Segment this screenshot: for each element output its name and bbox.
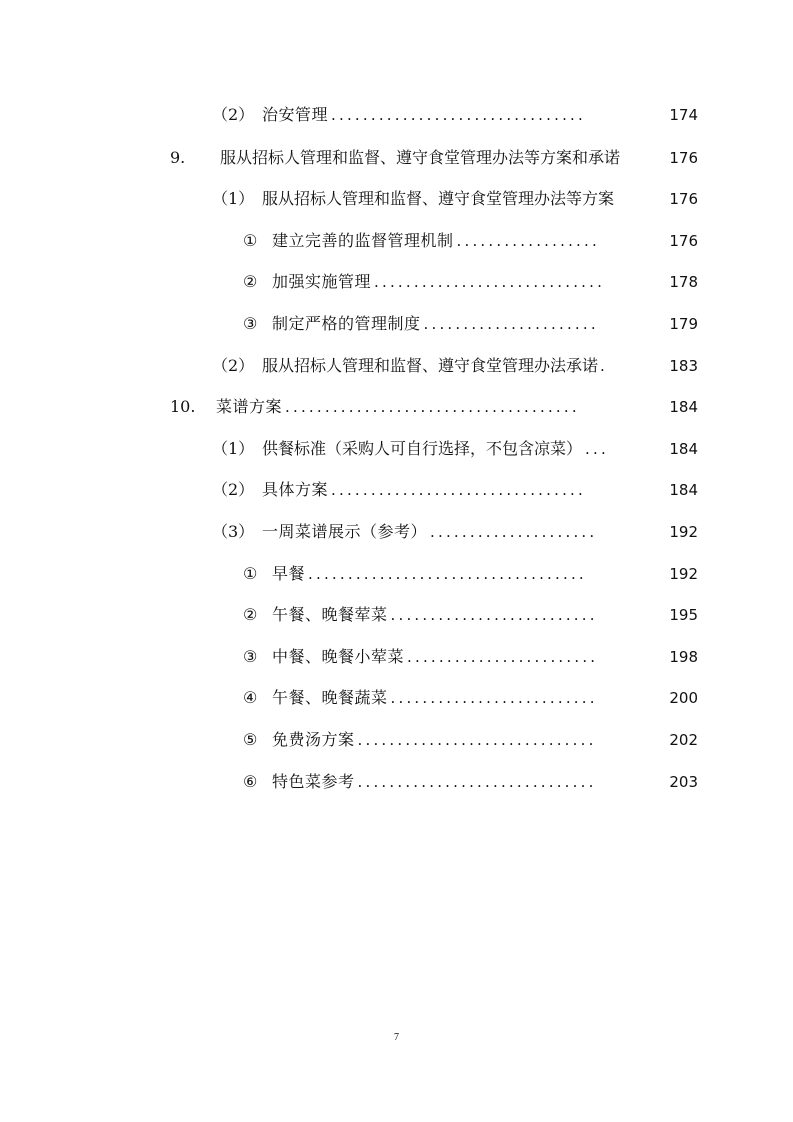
toc-entry: [0, 267, 793, 297]
toc-entry-text: [262, 434, 698, 464]
toc-entry-title: 制定严格的管理制度: [272, 314, 421, 333]
toc-entry-text: [272, 683, 698, 713]
toc-entry: [0, 184, 793, 214]
toc-entry-text: [220, 143, 698, 173]
toc-entry-title: 具体方案: [262, 480, 329, 499]
toc-entry-number: ⑤: [243, 730, 258, 749]
toc-entry-page: 184: [669, 398, 698, 416]
toc-entry: [0, 143, 793, 173]
toc-entry: [0, 642, 793, 672]
toc-entry-page: 198: [669, 648, 698, 666]
toc-entry-title: 免费汤方案: [272, 730, 355, 749]
toc-entry-title: 中餐、晚餐小荤菜: [272, 647, 405, 666]
toc-entry: [0, 517, 793, 547]
toc-entry-number: ②: [243, 605, 258, 624]
toc-entry-number: ③: [243, 314, 258, 333]
toc-entry-leader: ..........................: [390, 689, 598, 707]
toc-entry-text: [272, 642, 698, 672]
toc-entry-text: [272, 725, 698, 755]
toc-entry-text: [272, 267, 698, 297]
toc-entry-leader: ................................: [331, 106, 586, 124]
toc-entry-number: ③: [243, 647, 258, 666]
toc-entry-text: [262, 475, 698, 505]
toc-entry: [0, 351, 793, 381]
toc-entry-title: 建立完善的监督管理机制: [272, 231, 454, 250]
toc-entry-number: ⑥: [243, 772, 258, 791]
toc-entry-number: （3）: [212, 522, 255, 541]
toc-entry-text: [272, 559, 698, 589]
toc-entry-leader: ...................................: [308, 565, 587, 583]
toc-entry-text: [262, 100, 698, 130]
toc-entry-page: 174: [669, 106, 698, 124]
toc-entry-number: ①: [243, 231, 258, 250]
toc-entry: [0, 725, 793, 755]
toc-entry-number: ②: [243, 272, 258, 291]
toc-entry-number: ④: [243, 688, 258, 707]
toc-entry-page: 192: [669, 523, 698, 541]
toc-entry-title: 菜谱方案: [216, 397, 283, 416]
toc-entry-leader: .....................: [430, 523, 598, 541]
toc-entry-leader: .............................: [374, 273, 606, 291]
toc-entry-leader: ..........................: [390, 606, 598, 624]
toc-entry-text: [272, 309, 698, 339]
toc-entry-leader: ...: [585, 440, 609, 458]
toc-entry-text: [262, 517, 698, 547]
toc-entry: [0, 392, 793, 422]
toc-entry-number: 9.: [170, 148, 186, 167]
toc-entry-leader: .....................................: [285, 398, 580, 416]
toc-entry-page: 203: [669, 773, 698, 791]
toc-entry-page: 195: [669, 606, 698, 624]
toc-entry-title: 治安管理: [262, 105, 329, 124]
toc-entry-page: 176: [669, 149, 698, 167]
toc-entry: [0, 559, 793, 589]
toc-entry-page: 176: [669, 190, 698, 208]
toc-entry-leader: .: [600, 357, 608, 375]
toc-entry: [0, 226, 793, 256]
toc-entry-text: [216, 392, 698, 422]
toc-entry-page: 202: [669, 731, 698, 749]
toc-entry-page: 200: [669, 689, 698, 707]
toc-entry-title: 午餐、晚餐荤菜: [272, 605, 388, 624]
toc-entry-leader: ........................: [407, 648, 599, 666]
toc-entry: [0, 475, 793, 505]
toc-entry-number: （1）: [212, 189, 255, 208]
toc-entry-text: [272, 226, 698, 256]
toc-entry-leader: ..................: [456, 232, 600, 250]
toc-entry-title: 服从招标人管理和监督、遵守食堂管理办法等方案: [262, 189, 615, 208]
toc-entry: [0, 600, 793, 630]
toc-entry-number: （2）: [212, 356, 255, 375]
toc-entry-text: [262, 184, 698, 214]
toc-entry-text: [272, 767, 698, 797]
toc-entry-text: [272, 600, 698, 630]
toc-entry-leader: ..............................: [357, 731, 597, 749]
toc-entry-text: [262, 351, 698, 381]
toc-entry-page: 192: [669, 565, 698, 583]
toc-entry: [0, 100, 793, 130]
toc-entry-title: 午餐、晚餐蔬菜: [272, 688, 388, 707]
toc-entry-leader: ..............................: [357, 773, 597, 791]
toc-entry-title: 服从招标人管理和监督、遵守食堂管理办法承诺: [262, 356, 599, 375]
toc-entry-page: 178: [669, 273, 698, 291]
toc-entry-number: （1）: [212, 439, 255, 458]
toc-entry-page: 179: [669, 315, 698, 333]
toc-entry: [0, 683, 793, 713]
toc-entry-leader: ......................: [423, 315, 599, 333]
toc-entry-title: 加强实施管理: [272, 272, 372, 291]
toc-entry-page: 176: [669, 232, 698, 250]
toc-entry-title: 早餐: [272, 564, 306, 583]
toc-entry: [0, 767, 793, 797]
toc-entry: [0, 434, 793, 464]
toc-entry-number: （2）: [212, 480, 255, 499]
toc-entry-title: 服从招标人管理和监督、遵守食堂管理办法等方案和承诺: [220, 148, 621, 167]
toc-entry-page: 184: [669, 481, 698, 499]
toc-entry-leader: ................................: [331, 481, 586, 499]
toc-entry-title: 一周菜谱展示（参考）: [262, 522, 428, 541]
toc-entry-number: 10.: [170, 397, 196, 416]
toc-entry: [0, 309, 793, 339]
toc-entry-title: 供餐标准（采购人可自行选择，不包含凉菜）: [262, 439, 583, 458]
toc-entry-title: 特色菜参考: [272, 772, 355, 791]
toc-entry-number: ①: [243, 564, 258, 583]
toc-entry-page: 183: [669, 357, 698, 375]
toc-entry-number: （2）: [212, 105, 255, 124]
toc-entry-page: 184: [669, 440, 698, 458]
page-number: 7: [394, 1032, 399, 1043]
